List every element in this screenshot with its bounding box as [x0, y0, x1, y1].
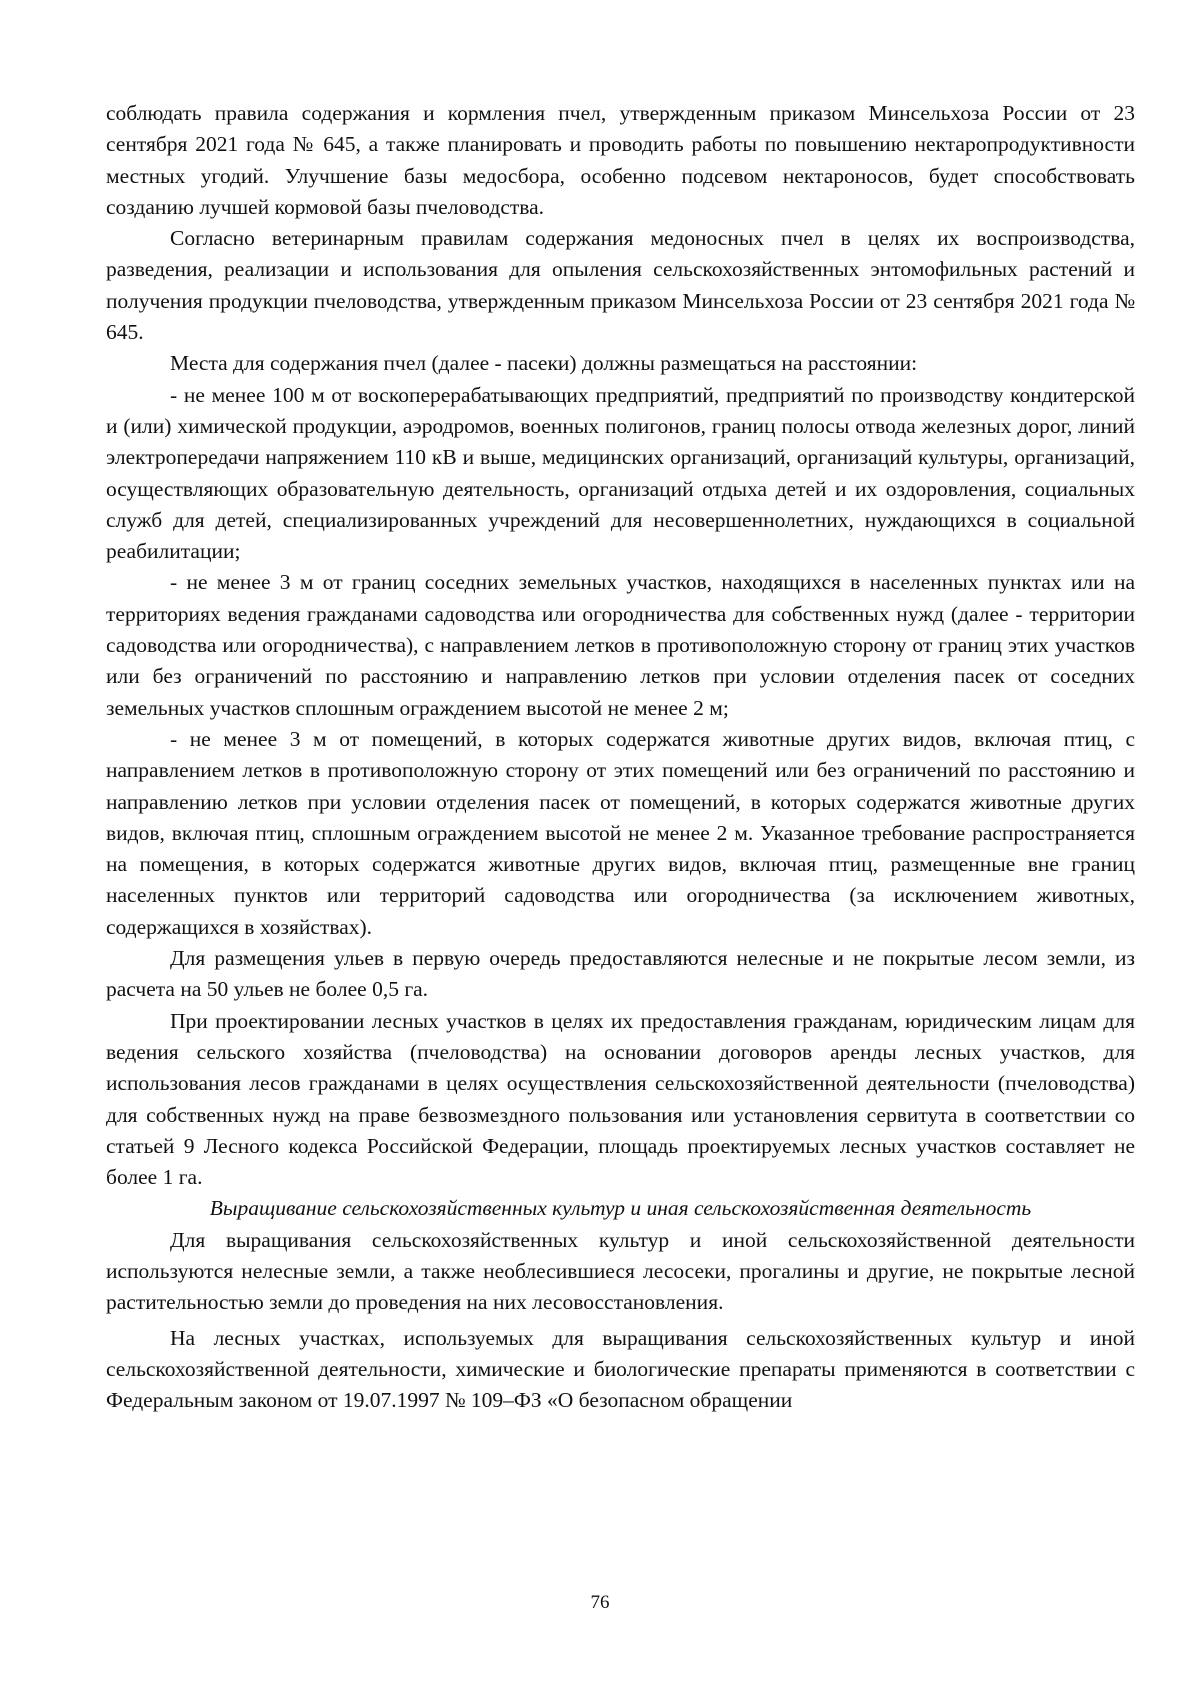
- list-item: - не менее 100 м от воскоперерабатывающих предприятий, предприятий по производству кондитерской и (или) химической продукции, аэродромов, военных полигонов, границ полосы отвода железных дорог, линий электропередачи напряжением 110 кВ и выше, медицинских организаций, организаций культуры, организаций, осуществляющих образовательную деятельность, организаций отдыха детей и их оздоровления, социальных служб для детей, специализированных учреждений для несовершеннолетних, нуждающихся в социальной реабилитации;: [106, 382, 1135, 564]
- document-body: [106, 98, 1135, 1416]
- list-item: - не менее 3 м от границ соседних земельных участков, находящихся в населенных пунктах или на территориях ведения гражданами садоводства или огородничества для собственных нужд (далее - территории садоводства или огородничества), с направлением летков в противоположную сторону от границ этих участков или без ограничений по расстоянию и направлению летков при условии отделения пасек от соседних земельных участков сплошным ограждением высотой не менее 2 м;: [106, 570, 1135, 720]
- list-item: - не менее 3 м от помещений, в которых содержатся животные других видов, включая птиц, с направлением летков в противоположную сторону от этих помещений или без ограничений по расстоянию и направлению летков при условии отделения пасек от помещений, в которых содержатся животные других видов, включая птиц, сплошным ограждением высотой не менее 2 м. Указанное требование распространяется на помещения, в которых содержатся животные других видов, включая птиц, размещенные вне границ населенных пунктов или территорий садоводства или огородничества (за исключением животных, содержащихся в хозяйствах).: [106, 726, 1135, 939]
- paragraph: соблюдать правила содержания и кормления пчел, утвержденным приказом Минсельхоза России от 23 сентября 2021 года № 645, а также планировать и проводить работы по повышению нектаропродуктивности местных угодий. Улучшение базы медосбора, особенно подсевом нектароносов, будет способствовать созданию лучшей кормовой базы пчеловодства.: [106, 101, 1135, 219]
- paragraph: При проектировании лесных участков в целях их предоставления гражданам, юридическим лицам для ведения сельского хозяйства (пчеловодства) на основании договоров аренды лесных участков, для использования лесов гражданами в целях осуществления сельскохозяйственной деятельности (пчеловодства) для собственных нужд на праве безвозмездного пользования или установления сервитута в соответствии со статьей 9 Лесного кодекса Российской Федерации, площадь проектируемых лесных участков составляет не более 1 га.: [106, 1008, 1135, 1190]
- paragraph: На лесных участках, используемых для выращивания сельскохозяйственных культур и иной сельскохозяйственной деятельности, химические и биологические препараты применяются в соответствии с Федеральным законом от 19.07.1997 № 109–ФЗ «О безопасном обращении: [106, 1325, 1135, 1413]
- paragraph: Места для содержания пчел (далее - пасеки) должны размещаться на расстоянии:: [170, 351, 918, 376]
- paragraph: Для размещения ульев в первую очередь предоставляются нелесные и не покрытые лесом земли, из расчета на 50 ульев не более 0,5 га.: [106, 946, 1135, 1002]
- paragraph: Для выращивания сельскохозяйственных культур и иной сельскохозяйственной деятельности используются нелесные земли, а также необлесившиеся лесосеки, прогалины и другие, не покрытые лесной растительностью земли до проведения на них лесовосстановления.: [106, 1227, 1135, 1315]
- paragraph: Согласно ветеринарным правилам содержания медоносных пчел в целях их воспроизводства, разведения, реализации и использования для опыления сельскохозяйственных энтомофильных растений и получения продукции пчеловодства, утвержденным приказом Минсельхоза России от 23 сентября 2021 года № 645.: [106, 226, 1135, 345]
- page-number: 76: [590, 1592, 610, 1613]
- section-heading: Выращивание сельскохозяйственных культур и иная сельскохозяйственная деятельность: [209, 1196, 1032, 1221]
